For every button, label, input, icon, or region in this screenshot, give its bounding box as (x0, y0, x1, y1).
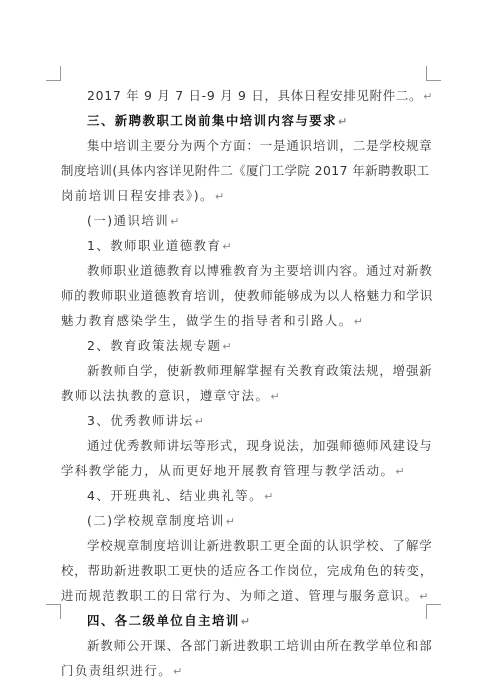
line-text: 1、教师职业道德教育 (87, 238, 222, 253)
text-line (61, 583, 433, 608)
text-line (61, 158, 433, 183)
paragraph-mark-icon: ↵ (395, 465, 407, 478)
paragraph-mark-icon: ↵ (240, 615, 252, 628)
text-line (61, 258, 433, 283)
line-text: (一)通识培训 (87, 213, 170, 228)
text-line (61, 308, 433, 333)
paragraph-mark-icon: ↵ (222, 240, 234, 253)
subheading-general-training (61, 208, 433, 233)
line-text: 校，帮助新进教职工更快的适应各工作岗位，完成角色的转变， (61, 563, 434, 578)
text-line (61, 183, 433, 208)
line-text: 制度培训(具体内容详见附件二《厦门工学院 2017 年新聘教职工 (61, 163, 430, 178)
paragraph-mark-icon: ↵ (170, 215, 181, 228)
text-line (61, 283, 433, 308)
paragraph-mark-icon: ↵ (419, 590, 430, 603)
line-text: 门负责组织进行。 (61, 663, 173, 678)
text-line (61, 383, 433, 408)
crop-mark-bottom-left (46, 604, 61, 619)
text-line (61, 233, 433, 258)
line-text: 魅力教育感染学生，做学生的指导者和引路人。 (61, 313, 353, 328)
text-line (61, 533, 433, 558)
paragraph-unit-training (61, 633, 433, 683)
text-line (61, 633, 433, 658)
item-3-forum (61, 408, 433, 433)
line-text: 2017 年 9 月 7 日-9 月 9 日，具体日程安排见附件二。 (87, 88, 423, 103)
line-text: (二)学校规章制度培训 (87, 513, 225, 528)
paragraph-training-overview (61, 133, 433, 208)
paragraph-mark-icon: ↵ (173, 665, 184, 678)
line-text: 3、优秀教师讲坛 (87, 413, 194, 428)
paragraph-mark-icon: ↵ (225, 515, 237, 528)
text-line (61, 208, 433, 233)
paragraph-mark-icon: ↵ (270, 390, 282, 403)
line-text: 集中培训主要分为两个方面：一是通识培训，二是学校规章 (87, 138, 433, 153)
paragraph-mark-icon: ↵ (214, 190, 226, 203)
paragraph-mark-icon: ↵ (338, 115, 349, 128)
line-text: 师的教师职业道德教育培训，使教师能够成为以人格魅力和学识 (61, 288, 434, 303)
subheading-rules-training (61, 508, 433, 533)
line-text: 新教师公开课、各部门新进教职工培训由所在教学单位和部 (87, 638, 433, 653)
line-text: 四、各二级单位自主培训 (87, 613, 240, 628)
paragraph-mark-icon: ↵ (423, 90, 434, 103)
paragraph-ethics (61, 258, 433, 333)
text-line (61, 558, 433, 583)
text-line (61, 458, 433, 483)
text-line (61, 408, 433, 433)
line-text: 进而规范教职工的日常行为、为师之道、管理与服务意识。 (61, 588, 419, 603)
item-2-policy (61, 333, 433, 358)
paragraph-mark-icon: ↵ (194, 415, 206, 428)
heading-line (61, 608, 433, 633)
line-text: 新教师自学，使新教师理解掌握有关教育政策法规，增强新 (87, 363, 433, 378)
text-line (61, 433, 433, 458)
paragraph-policy (61, 358, 433, 408)
text-line (61, 483, 433, 508)
text-line (61, 358, 433, 383)
line-text: 岗前培训日程安排表》)。 (61, 188, 214, 203)
text-line (61, 333, 433, 358)
line-text: 三、新聘教职工岗前集中培训内容与要求 (87, 113, 338, 128)
paragraph-mark-icon: ↵ (353, 315, 365, 328)
line-text: 教师以法执教的意识，遵章守法。 (61, 388, 270, 403)
text-line (61, 83, 433, 108)
line-text: 学校规章制度培训让新进教职工更全面的认识学校、了解学 (87, 538, 433, 553)
paragraph-mark-icon: ↵ (222, 340, 234, 353)
item-4-ceremony (61, 483, 433, 508)
section-heading-4 (61, 608, 433, 633)
heading-line (61, 108, 433, 133)
section-heading-3 (61, 108, 433, 133)
paragraph-rules (61, 533, 433, 608)
paragraph-mark-icon: ↵ (264, 490, 275, 503)
line-text: 2、教育政策法规专题 (87, 338, 222, 353)
text-line (61, 508, 433, 533)
line-text: 4、开班典礼、结业典礼等。 (87, 488, 264, 503)
line-text: 教师职业道德教育以博雅教育为主要培训内容。通过对新教 (87, 263, 433, 278)
crop-mark-top-right (426, 66, 441, 81)
paragraph-schedule-date (61, 83, 433, 108)
paragraph-forum (61, 433, 433, 483)
line-text: 学科教学能力，从而更好地开展教育管理与教学活动。 (61, 463, 395, 478)
text-line (61, 658, 433, 683)
line-text: 通过优秀教师讲坛等形式，现身说法，加强师德师风建设与 (87, 438, 433, 453)
item-1-ethics (61, 233, 433, 258)
text-line (61, 133, 433, 158)
crop-mark-top-left (46, 66, 61, 81)
